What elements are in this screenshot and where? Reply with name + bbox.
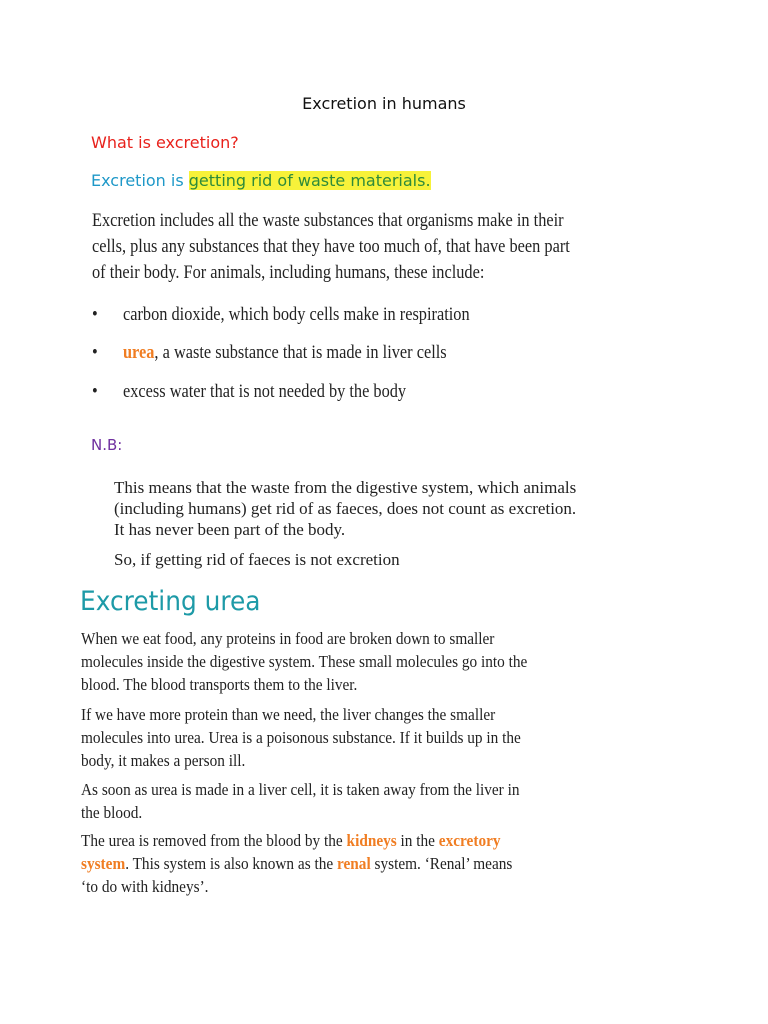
keyword-kidneys: kidneys: [346, 831, 397, 850]
paragraph: [81, 778, 519, 824]
final-paragraph: [81, 829, 512, 898]
intro-line: of their body. For animals, including humans, these include:: [92, 262, 485, 283]
question-heading: What is excretion?: [91, 133, 239, 152]
bullet-marker: •: [92, 304, 98, 325]
note-paragraph: [114, 477, 576, 540]
bullet-text: excess water that is not needed by the body: [122, 381, 407, 402]
paragraph-line: When we eat food, any proteins in food are broken down to smaller: [81, 629, 495, 648]
note-line: (including humans) get rid of as faeces, does not count as excretion.: [114, 499, 577, 518]
paragraph-line: If we have more protein than we need, the liver changes the smaller: [81, 705, 496, 724]
intro-line: Excretion includes all the waste substances that organisms make in their: [92, 210, 564, 231]
paragraph-line: molecules inside the digestive system. These small molecules go into the: [81, 652, 528, 671]
intro-paragraph: [92, 208, 570, 286]
intro-line: cells, plus any substances that they have too much of, that have been part: [92, 236, 570, 257]
bullet-text: , a waste substance that is made in liver cells: [154, 342, 447, 363]
bullet-marker: •: [92, 381, 98, 402]
bullet-text: carbon dioxide, which body cells make in respiration: [122, 304, 470, 325]
paragraph-line: ‘to do with kidneys’.: [81, 877, 209, 896]
keyword-urea: urea: [122, 342, 155, 363]
text-run: The urea is removed from the blood by the: [81, 831, 347, 850]
page-title: Excretion in humans: [302, 94, 466, 113]
paragraph-line: blood. The blood transports them to the liver.: [81, 675, 358, 694]
bullet-marker: •: [92, 342, 98, 363]
paragraph: [81, 627, 527, 696]
bullet-item: [92, 304, 470, 326]
definition-prefix: Excretion is: [91, 171, 189, 190]
definition-line: [91, 171, 431, 190]
note-line: This means that the waste from the digestive system, which animals: [114, 478, 577, 497]
note-line: It has never been part of the body.: [114, 520, 346, 539]
nb-label: N.B:: [91, 436, 123, 454]
definition-highlight: getting rid of waste materials.: [188, 171, 431, 190]
paragraph-line: [81, 829, 512, 852]
text-run: system. ‘Renal’ means: [370, 854, 513, 873]
section-heading: Excreting urea: [80, 586, 261, 617]
bullet-item: [92, 342, 447, 364]
paragraph: [81, 703, 521, 772]
bullet-item: [92, 381, 406, 403]
text-run: in the: [396, 831, 439, 850]
paragraph-line: [81, 852, 512, 875]
text-run: . This system is also known as the: [125, 854, 337, 873]
keyword-excretory: excretory: [438, 831, 501, 850]
note-followup: So, if getting rid of faeces is not excretion: [114, 550, 400, 569]
paragraph-line: body, it makes a person ill.: [81, 751, 246, 770]
paragraph-line: the blood.: [81, 803, 143, 822]
keyword-renal: renal: [336, 854, 371, 873]
paragraph-line: molecules into urea. Urea is a poisonous substance. If it builds up in the: [81, 728, 521, 747]
paragraph-line: As soon as urea is made in a liver cell, it is taken away from the liver in: [81, 780, 520, 799]
keyword-system: system: [81, 854, 126, 873]
